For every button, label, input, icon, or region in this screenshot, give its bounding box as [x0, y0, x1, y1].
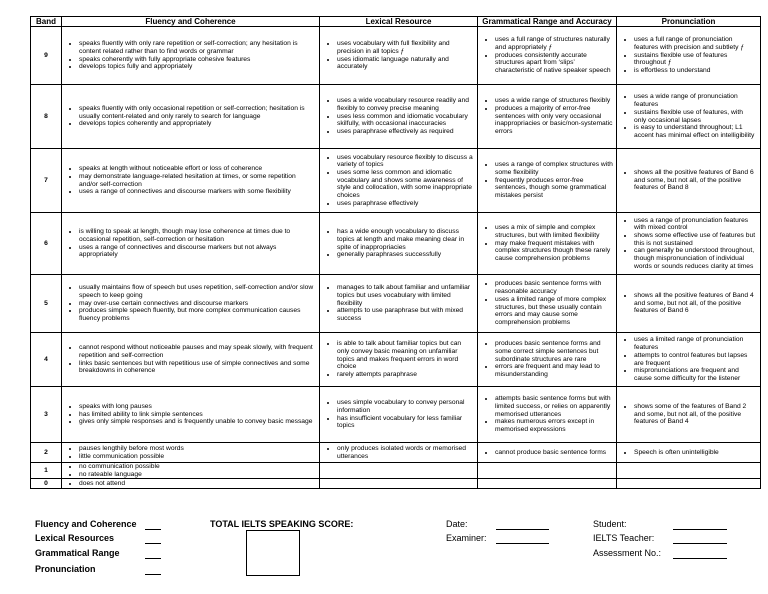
lexical-descriptor-list [323, 154, 474, 208]
rubric-table [30, 16, 761, 489]
grammar-cell [478, 27, 617, 85]
pronunciation-descriptor-list [620, 336, 757, 382]
descriptor-item: • has insufficient vocabulary for less familiar topics [337, 415, 474, 430]
band-row-8 [31, 85, 761, 149]
fluency-descriptor-list [65, 284, 316, 323]
grammar-descriptor-list [481, 224, 613, 263]
fluency-cell [62, 333, 320, 387]
descriptor-item: • uses a full range of pronunciation features with precision and subtlety ƒ [634, 36, 757, 51]
descriptor-item: • Speech is often unintelligible [634, 449, 757, 457]
descriptor-item: • uses a limited range of pronunciation features [634, 336, 757, 351]
descriptor-item: • develops topics coherently and appropriately [79, 120, 316, 128]
lexical-score-label: Lexical Resources [35, 533, 115, 543]
grammar-cell [478, 149, 617, 213]
grammar-descriptor-list [481, 161, 613, 200]
lexical-descriptor-list [323, 40, 474, 71]
lexical-cell [320, 479, 478, 489]
band-number: 7 [31, 149, 62, 213]
descriptor-item: • uses a range of connectives and discourse markers but not always appropriately [79, 244, 316, 259]
descriptor-item: • mispronunciations are frequent and cause some difficulty for the listener [634, 367, 757, 382]
descriptor-item: • has limited ability to link simple sentences [79, 411, 316, 419]
descriptor-item: • uses paraphrase effectively [337, 200, 474, 208]
descriptor-item: • uses a wide range of structures flexibly [495, 97, 613, 105]
band-number: 0 [31, 479, 62, 489]
descriptor-item: • produces basic sentence forms with reasonable accuracy [495, 280, 613, 295]
header-grammar: Grammatical Range and Accuracy [478, 17, 617, 27]
descriptor-item: • usually maintains flow of speech but uses repetition, self-correction and/or slow speech to keep going [79, 284, 316, 299]
descriptor-item: • uses paraphrase effectively as required [337, 128, 474, 136]
band-row-6 [31, 213, 761, 275]
lexical-descriptor-list [323, 97, 474, 136]
grammar-cell [478, 275, 617, 333]
band-number: 4 [31, 333, 62, 387]
descriptor-item: • has a wide enough vocabulary to discuss topics at length and make meaning clear in spite of inappropriacies [337, 228, 474, 251]
fluency-score-field[interactable] [145, 529, 161, 530]
descriptor-item: • only produces isolated words or memorised utterances [337, 445, 474, 460]
fluency-descriptor-list [65, 165, 316, 196]
descriptor-item: • uses idiomatic language naturally and accurately [337, 56, 474, 71]
grammar-score-label: Grammatical Range [35, 548, 120, 558]
lexical-cell [320, 275, 478, 333]
band-number: 5 [31, 275, 62, 333]
fluency-cell [62, 443, 320, 463]
descriptor-item: • uses a range of complex structures with some flexibility [495, 161, 613, 176]
descriptor-item: • links basic sentences but with repetitious use of simple connectives and some breakdowns in coherence [79, 360, 316, 375]
descriptor-item: • speaks fluently with only rare repetition or self-correction; any hesitation is content related rather than to find words or grammar [79, 40, 316, 55]
descriptor-item: • uses some less common and idiomatic vocabulary and shows some awareness of style and collocation, with some inappropriate choices [337, 169, 474, 200]
lexical-score-field[interactable] [145, 543, 161, 544]
total-score-box[interactable] [246, 530, 300, 576]
fluency-cell [62, 27, 320, 85]
pronunciation-cell [617, 149, 761, 213]
header-row [31, 17, 761, 27]
descriptor-item: • attempts basic sentence forms but with limited success, or relies on apparently memorised utterances [495, 395, 613, 418]
pronunciation-cell [617, 333, 761, 387]
lexical-descriptor-list [323, 445, 474, 460]
descriptor-item: • uses vocabulary with full flexibility and precision in all topics ƒ [337, 40, 474, 55]
fluency-descriptor-list [65, 105, 316, 128]
lexical-descriptor-list [323, 228, 474, 259]
grammar-cell [478, 479, 617, 489]
grammar-descriptor-list [481, 280, 613, 326]
lexical-descriptor-list [323, 340, 474, 379]
descriptor-item: • cannot respond without noticeable pauses and may speak slowly, with frequent repetition and self-correction [79, 344, 316, 359]
descriptor-item: • gives only simple responses and is frequently unable to convey basic message [79, 418, 316, 426]
date-label: Date: [446, 519, 468, 529]
descriptor-item: • produces a majority of error-free sentences with only very occasional inappropriacies or basic/non-systematic errors [495, 105, 613, 136]
examiner-field[interactable] [496, 543, 549, 544]
descriptor-item: • makes numerous errors except in memorised expressions [495, 418, 613, 433]
descriptor-item: • is willing to speak at length, though may lose coherence at times due to occasional repetition, self-correction or hesitation [79, 228, 316, 243]
pronunciation-descriptor-list [620, 36, 757, 75]
band-row-7 [31, 149, 761, 213]
fluency-descriptor-list [65, 480, 316, 488]
pronunciation-score-label: Pronunciation [35, 564, 96, 574]
descriptor-item: • attempts to use paraphrase but with mixed success [337, 307, 474, 322]
descriptor-item: • is easy to understand throughout; L1 accent has minimal effect on intelligibility [634, 124, 757, 139]
pronunciation-score-field[interactable] [145, 574, 161, 575]
band-row-4 [31, 333, 761, 387]
grammar-descriptor-list [481, 340, 613, 379]
pronunciation-cell [617, 463, 761, 479]
pronunciation-cell [617, 479, 761, 489]
grammar-descriptor-list [481, 449, 613, 457]
examiner-label: Examiner: [446, 533, 487, 543]
total-score-label: TOTAL IELTS SPEAKING SCORE: [210, 519, 354, 529]
descriptor-item: • may make frequent mistakes with complex structures though these rarely cause comprehension problems [495, 240, 613, 263]
lexical-descriptor-list [323, 284, 474, 323]
descriptor-item: • speaks fluently with only occasional repetition or self-correction; hesitation is usually content-related and only rarely to search for language [79, 105, 316, 120]
pronunciation-cell [617, 443, 761, 463]
fluency-descriptor-list [65, 463, 316, 478]
pronunciation-descriptor-list [620, 449, 757, 457]
descriptor-item: • is able to talk about familiar topics but can only convey basic meaning on unfamiliar topics and makes frequent errors in word choice [337, 340, 474, 371]
band-number: 1 [31, 463, 62, 479]
descriptor-item: • cannot produce basic sentence forms [495, 449, 613, 457]
descriptor-item: • frequently produces error-free sentences, though some grammatical mistakes persist [495, 177, 613, 200]
fluency-descriptor-list [65, 40, 316, 71]
descriptor-item: • may over-use certain connectives and discourse markers [79, 300, 316, 308]
lexical-cell [320, 85, 478, 149]
header-pronunciation: Pronunciation [617, 17, 761, 27]
descriptor-item: • uses a full range of structures naturally and appropriately ƒ [495, 36, 613, 51]
descriptor-item: • uses a wide vocabulary resource readily and flexibly to convey precise meaning [337, 97, 474, 112]
grammar-descriptor-list [481, 395, 613, 434]
descriptor-item: • little communication possible [79, 453, 316, 461]
fluency-cell [62, 213, 320, 275]
grammar-score-field[interactable] [145, 558, 161, 559]
descriptor-item: • is effortless to understand [634, 67, 757, 75]
band-number: 3 [31, 387, 62, 443]
lexical-cell [320, 387, 478, 443]
header-lexical: Lexical Resource [320, 17, 478, 27]
descriptor-item: • attempts to control features but lapses are frequent [634, 352, 757, 367]
fluency-score-label: Fluency and Coherence [35, 519, 137, 529]
pronunciation-descriptor-list [620, 93, 757, 139]
pronunciation-descriptor-list [620, 169, 757, 192]
band-number: 6 [31, 213, 62, 275]
grammar-cell [478, 443, 617, 463]
grammar-cell [478, 463, 617, 479]
descriptor-item: • no rateable language [79, 471, 316, 479]
pronunciation-cell [617, 213, 761, 275]
descriptor-item: • produces basic sentence forms and some correct simple sentences but subordinate structures are rare [495, 340, 613, 363]
descriptor-item: • uses a mix of simple and complex structures, but with limited flexibility [495, 224, 613, 239]
descriptor-item: • uses a wide range of pronunciation features [634, 93, 757, 108]
band-number: 2 [31, 443, 62, 463]
lexical-cell [320, 333, 478, 387]
grammar-cell [478, 387, 617, 443]
descriptor-item: • may demonstrate language-related hesitation at times, or some repetition and/or self-correction [79, 173, 316, 188]
fluency-descriptor-list [65, 445, 316, 460]
descriptor-item: • speaks at length without noticeable effort or loss of coherence [79, 165, 316, 173]
band-row-2 [31, 443, 761, 463]
pronunciation-cell [617, 85, 761, 149]
fluency-cell [62, 463, 320, 479]
grammar-cell [478, 85, 617, 149]
lexical-cell [320, 463, 478, 479]
descriptor-item: • sustains flexible use of features throughout ƒ [634, 52, 757, 67]
assessment-label: Assessment No.: [593, 548, 662, 558]
band-row-5 [31, 275, 761, 333]
fluency-cell [62, 275, 320, 333]
lexical-cell [320, 213, 478, 275]
descriptor-item: • shows all the positive features of Band 6 and some, but not all, of the positive features of Band 8 [634, 169, 757, 192]
student-label: Student: [593, 519, 627, 529]
teacher-label: IELTS Teacher: [593, 533, 655, 543]
fluency-cell [62, 149, 320, 213]
descriptor-item: • produces consistently accurate structures apart from ‘slips’ characteristic of native speaker speech [495, 52, 613, 75]
descriptor-item: • pauses lengthily before most words [79, 445, 316, 453]
pronunciation-cell [617, 27, 761, 85]
grammar-descriptor-list [481, 36, 613, 75]
pronunciation-descriptor-list [620, 292, 757, 315]
band-row-9 [31, 27, 761, 85]
descriptor-item: • uses simple vocabulary to convey personal information [337, 399, 474, 414]
descriptor-item: • rarely attempts paraphrase [337, 371, 474, 379]
descriptor-item: • uses a range of connectives and discourse markers with some flexibility [79, 188, 316, 196]
lexical-cell [320, 27, 478, 85]
assessment-field[interactable] [673, 558, 727, 559]
descriptor-item: • develops topics fully and appropriately [79, 63, 316, 71]
fluency-descriptor-list [65, 228, 316, 259]
band-number: 8 [31, 85, 62, 149]
pronunciation-descriptor-list [620, 403, 757, 426]
descriptor-item: • does not attend [79, 480, 316, 488]
descriptor-item: • speaks coherently with fully appropriate cohesive features [79, 56, 316, 64]
descriptor-item: • no communication possible [79, 463, 316, 471]
header-fluency: Fluency and Coherence [62, 17, 320, 27]
grammar-descriptor-list [481, 97, 613, 136]
descriptor-item: • speaks with long pauses [79, 403, 316, 411]
band-row-3 [31, 387, 761, 443]
header-band: Band [31, 17, 62, 27]
fluency-descriptor-list [65, 403, 316, 426]
descriptor-item: • uses a range of pronunciation features with mixed control [634, 217, 757, 232]
pronunciation-descriptor-list [620, 217, 757, 271]
descriptor-item: • shows some effective use of features but this is not sustained [634, 232, 757, 247]
lexical-cell [320, 443, 478, 463]
lexical-cell [320, 149, 478, 213]
descriptor-item: • produces simple speech fluently, but more complex communication causes fluency problems [79, 307, 316, 322]
lexical-descriptor-list [323, 399, 474, 430]
descriptor-item: • errors are frequent and may lead to misunderstanding [495, 363, 613, 378]
band-row-1 [31, 463, 761, 479]
fluency-cell [62, 479, 320, 489]
descriptor-item: • shows some of the features of Band 2 and some, but not all, of the positive features of Band 4 [634, 403, 757, 426]
descriptor-item: • uses vocabulary resource flexibly to discuss a variety of topics [337, 154, 474, 169]
fluency-cell [62, 85, 320, 149]
descriptor-item: • sustains flexible use of features, with only occasional lapses [634, 109, 757, 124]
descriptor-item: • uses a limited range of more complex structures, but these usually contain errors and may cause some comprehension problems [495, 296, 613, 327]
descriptor-item: • shows all the positive features of Band 4 and some, but not all, of the positive features of Band 6 [634, 292, 757, 315]
grammar-cell [478, 333, 617, 387]
descriptor-item: • can generally be understood throughout, though mispronunciation of individual words or sounds reduces clarity at times [634, 247, 757, 270]
student-field[interactable] [673, 529, 727, 530]
descriptor-item: • uses less common and idiomatic vocabulary skilfully, with occasional inaccuracies [337, 113, 474, 128]
fluency-descriptor-list [65, 344, 316, 375]
date-field[interactable] [496, 529, 549, 530]
pronunciation-cell [617, 387, 761, 443]
descriptor-item: • manages to talk about familiar and unfamiliar topics but uses vocabulary with limited flexibility [337, 284, 474, 307]
teacher-field[interactable] [673, 543, 727, 544]
fluency-cell [62, 387, 320, 443]
pronunciation-cell [617, 275, 761, 333]
band-number: 9 [31, 27, 62, 85]
band-row-0 [31, 479, 761, 489]
grammar-cell [478, 213, 617, 275]
descriptor-item: • generally paraphrases successfully [337, 251, 474, 259]
